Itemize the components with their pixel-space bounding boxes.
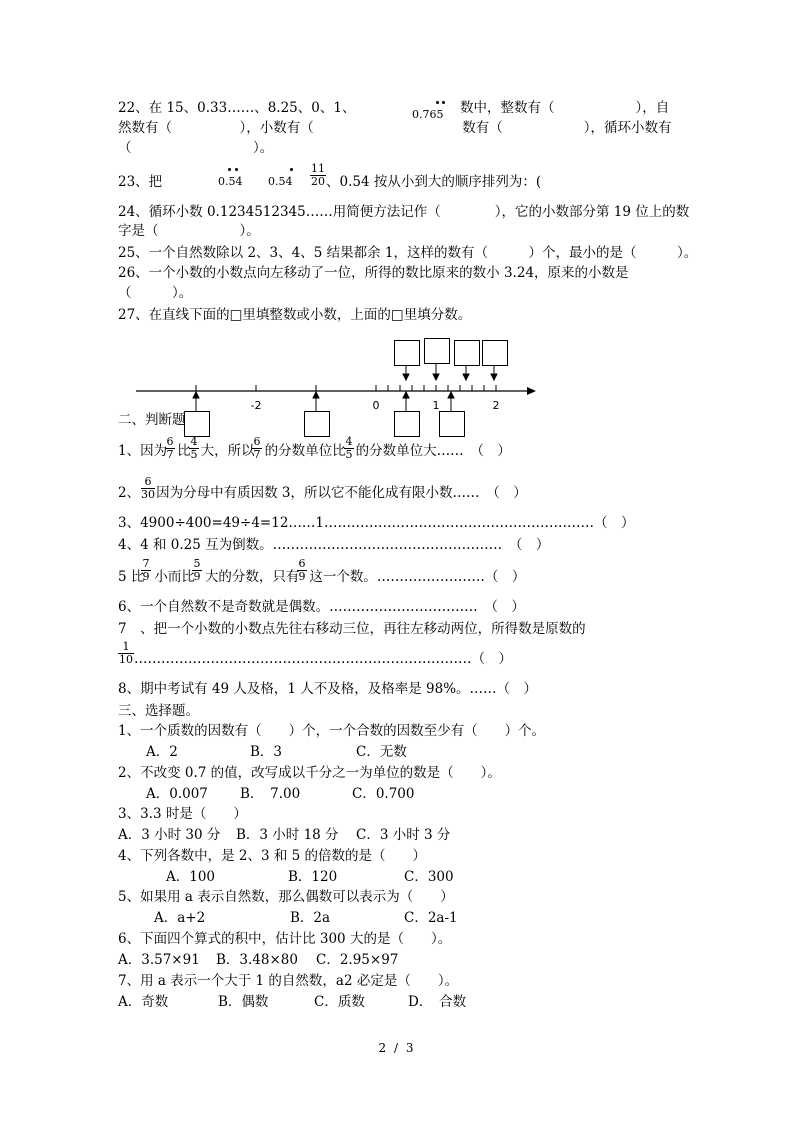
option: B．偶数 (218, 994, 269, 1010)
repeating-dot (436, 101, 439, 104)
judge-7-line1: 7 、把一个小数的小数点先往右移动三位，再往左移动两位，所得数是原数的 (118, 621, 586, 637)
option: B． 7.00 (240, 786, 301, 802)
option: C．无数 (356, 744, 407, 760)
q26-line2: （ ）。 (118, 285, 193, 301)
tick-label: 2 (492, 399, 500, 412)
fraction: $\frac{6}{30}$ (141, 475, 155, 501)
option: B．2a (290, 910, 331, 926)
tick-label: 0 (372, 399, 380, 412)
q22-line3: （ ）。 (118, 140, 274, 156)
q23-fraction: $\frac{11}{20}$ (311, 162, 325, 188)
q22-line1-end: 数中，整数有（ ），自 (460, 100, 670, 116)
choice-5: 5、如果用 a 表示自然数，那么偶数可以表示为（ ） (118, 889, 454, 905)
judge-5: 5 比 小而比 大的分数，只有 这一个数。……………………（ ） (118, 569, 526, 585)
fraction: $\frac{7}{9}$ (142, 557, 150, 583)
fraction: $\frac{6}{7}$ (166, 435, 174, 461)
q25: 25、一个自然数除以 2、3、4、5 结果都余 1，这样的数有（ ）个，最小的是（ ）。 (118, 245, 698, 261)
repeating-dot (235, 168, 238, 171)
option: A．3.57×91 (118, 952, 200, 968)
number-line-ticks (196, 385, 496, 391)
q23-prefix: 23、把 (118, 174, 163, 190)
judge-1: 1、因为 比 大，所以 的分数单位比 的分数单位大…… （ ） (118, 443, 511, 459)
lower-arrows (193, 392, 454, 412)
arrow-head-icon (527, 387, 536, 395)
option: C．300 (404, 869, 454, 885)
option: C．0.700 (352, 786, 415, 802)
fraction: $\frac{6}{7}$ (253, 435, 261, 461)
judge-7-rest: …………………………………………………………………（ ） (134, 651, 512, 667)
judge-3: 3、4900÷400=49÷4=12……1……………………………………………………（ ） (118, 515, 635, 531)
q23-number-a: 0.54 (218, 175, 243, 188)
judge-4: 4、4 和 0.25 互为倒数。…………………………………………… （ ） (118, 537, 550, 553)
repeating-dot (228, 168, 231, 171)
answer-box[interactable] (304, 411, 330, 437)
answer-box[interactable] (454, 340, 480, 366)
option: C．质数 (314, 994, 365, 1010)
q22-line2: 然数有（ ），小数有（ 数有（ ），循环小数有 (118, 120, 672, 136)
option: A．3 小时 30 分 (118, 827, 221, 843)
choice-7: 7、用 a 表示一个大于 1 的自然数，a2 必定是（ ）。 (118, 973, 459, 989)
fraction: $\frac{5}{9}$ (193, 557, 201, 583)
q22-repeating-number: 0.765 (412, 108, 444, 121)
answer-box[interactable] (394, 340, 420, 366)
choice-3: 3、3.3 时是（ ） (118, 806, 247, 822)
section-heading-choice: 三、选择题。 (118, 703, 199, 719)
tick-label: 1 (432, 399, 440, 412)
fraction: $\frac{4}{5}$ (190, 435, 198, 461)
page-number: 2 / 3 (378, 1041, 416, 1055)
fraction: $\frac{6}{9}$ (298, 557, 306, 583)
choice-4: 4、下列各数中，是 2、3 和 5 的倍数的是（ ） (118, 848, 427, 864)
judge-6: 6、一个自然数不是奇数就是偶数。…………………………… （ ） (118, 599, 525, 615)
choice-2: 2、不改变 0.7 的值，改写成以千分之一为单位的数是（ ）。 (118, 765, 501, 781)
answer-box[interactable] (424, 338, 450, 364)
option: A．奇数 (118, 994, 169, 1010)
repeating-dot (290, 168, 293, 171)
option: A．2 (146, 744, 178, 760)
q24-line1: 24、循环小数 0.1234512345……用简便方法记作（ ），它的小数部分第 19 位上的数 (118, 204, 690, 220)
repeating-dot (442, 101, 445, 104)
option: D． 合数 (408, 994, 467, 1010)
q27: 27、在直线下面的□里填整数或小数，上面的□里填分数。 (118, 307, 472, 323)
answer-box[interactable] (482, 340, 508, 366)
q22-line1: 22、在 15、0.33……、8.25、0、1、 (118, 100, 356, 116)
judge-2: 2、 因为分母中有质因数 3，所以它不能化成有限小数…… （ ） (118, 485, 527, 501)
option: B．120 (288, 869, 338, 885)
option: B．3 小时 18 分 (236, 827, 339, 843)
judge-8: 8、期中考试有 49 人及格，1 人不及格，及格率是 98%。……（ ） (118, 681, 538, 697)
q23-rest: 、0.54 按从小到大的顺序排列为：( (326, 174, 542, 190)
upper-arrows (403, 364, 497, 380)
choice-1: 1、一个质数的因数有（ ）个，一个合数的因数至少有（ ）个。 (118, 723, 546, 739)
option: B．3 (250, 744, 283, 760)
answer-box[interactable] (439, 411, 465, 437)
option: C．2a-1 (404, 910, 458, 926)
option: A．100 (166, 869, 216, 885)
q26-line1: 26、一个小数的小数点向左移动了一位，所得的数比原来的数小 3.24，原来的小数是 (118, 265, 629, 281)
option: C．3 小时 3 分 (356, 827, 451, 843)
option: A．a+2 (154, 910, 206, 926)
option: B．3.48×80 (216, 952, 298, 968)
answer-box[interactable] (184, 411, 210, 437)
q23-number-b: 0.54 (268, 175, 293, 188)
q24-line2: 字是（ ）。 (118, 223, 260, 239)
section-heading-judge: 二、判断题 (118, 412, 186, 428)
choice-6: 6、下面四个算式的积中，估计比 300 大的是（ ）。 (118, 931, 452, 947)
fraction: $\frac{1}{10}$ (119, 640, 133, 666)
answer-box[interactable] (394, 411, 420, 437)
fraction: $\frac{4}{5}$ (345, 435, 353, 461)
option: A．0.007 (146, 786, 208, 802)
tick-label: -2 (250, 399, 262, 412)
option: C．2.95×97 (316, 952, 399, 968)
